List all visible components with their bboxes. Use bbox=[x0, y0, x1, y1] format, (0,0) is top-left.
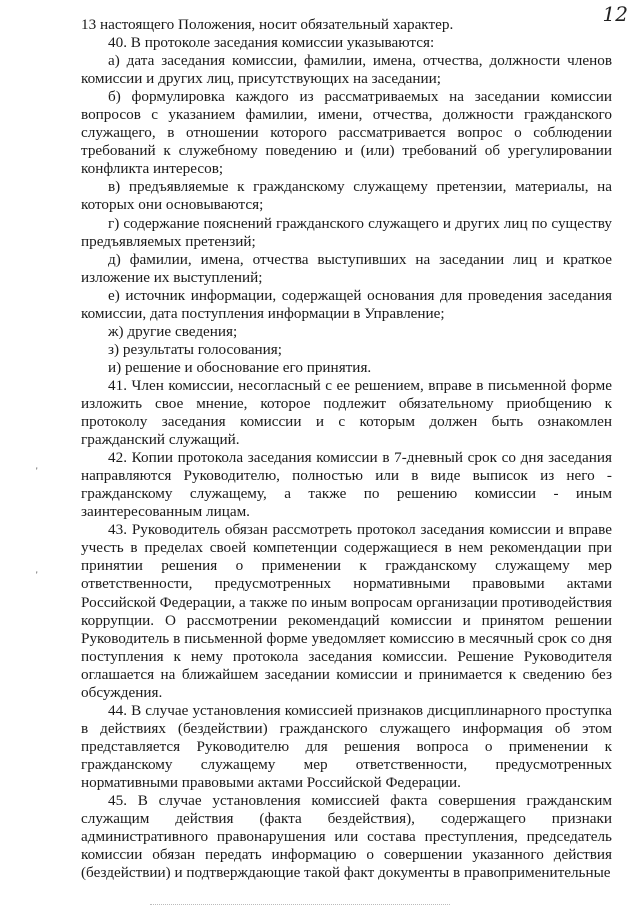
margin-mark: ' bbox=[36, 570, 38, 580]
paragraph: 42. Копии протокола заседания комиссии в 7-дневный срок со дня заседания направляются Руководителю, полностью или в виде выписок из него - гражданскому служащему, а также по решению комиссии - иным заинтересованным лицам. bbox=[81, 449, 612, 521]
paragraph: 45. В случае установления комиссией факта совершения гражданским служащим действия (факта бездействия), содержащего признаки административного правонарушения или состава преступления, председатель комиссии обязан передать информацию о совершении указанного действия (бездействии) и подтверждающие такой факт документы в правоприменительные bbox=[81, 792, 612, 882]
paragraph: г) содержание пояснений гражданского служащего и других лиц по существу предъявляемых претензий; bbox=[81, 214, 612, 250]
paragraph: 40. В протоколе заседания комиссии указываются: bbox=[108, 34, 435, 52]
paragraph: б) формулировка каждого из рассматриваемых на заседании комиссии вопросов с указанием фамилии, имени, отчества, должности гражданского служащего, в отношении которого рассматривается вопрос о соблюдении требований к служебному поведению и (или) требований об урегулировании конфликта интересов; bbox=[81, 88, 612, 178]
paragraph: и) решение и обоснование его принятия. bbox=[108, 358, 372, 376]
paragraph: 44. В случае установления комиссией признаков дисциплинарного проступка в действиях (бездействии) гражданского служащего информация об этом представляется Руководителю для решения вопроса о применении к гражданскому служащему мер ответственности, предусмотренных нормативными правовыми актами Российской Федерации. bbox=[81, 701, 612, 791]
margin-mark: ' bbox=[36, 466, 38, 476]
paragraph: а) дата заседания комиссии, фамилии, имена, отчества, должности членов комиссии и других лиц, присутствующих на заседании; bbox=[81, 52, 612, 88]
document-body bbox=[81, 16, 612, 882]
paragraph: ж) другие сведения; bbox=[108, 322, 238, 340]
paragraph: в) предъявляемые к гражданскому служащему претензии, материалы, на которых они основываются; bbox=[81, 178, 612, 214]
paragraph: д) фамилии, имена, отчества выступивших на заседании лиц и краткое изложение их выступлений; bbox=[81, 250, 612, 286]
paragraph: 43. Руководитель обязан рассмотреть протокол заседания комиссии и вправе учесть в пределах своей компетенции содержащиеся в нем рекомендации при принятии решения о применении к гражданскому служащему мер ответственности, предусмотренных нормативными правовыми актами Российской Федерации, а также по иным вопросам организации противодействия коррупции. О рассмотрении рекомендаций комиссии и принятом решении Руководитель в письменной форме уведомляет комиссию в месячный срок со дня поступления к нему протокола заседания комиссии. Решение Руководителя оглашается на ближайшем заседании комиссии и принимается к сведению без обсуждения. bbox=[81, 521, 612, 701]
paragraph: е) источник информации, содержащей основания для проведения заседания комиссии, дата поступления информации в Управление; bbox=[81, 286, 612, 322]
paragraph: з) результаты голосования; bbox=[108, 340, 283, 358]
paragraph: 13 настоящего Положения, носит обязательный характер. bbox=[81, 16, 454, 33]
paragraph: 41. Член комиссии, несогласный с ее решением, вправе в письменной форме изложить свое мнение, которое подлежит обязательному приобщению к протоколу заседания комиссии и с которым должен быть ознакомлен гражданский служащий. bbox=[81, 376, 612, 449]
page-number: 12 bbox=[602, 2, 628, 26]
